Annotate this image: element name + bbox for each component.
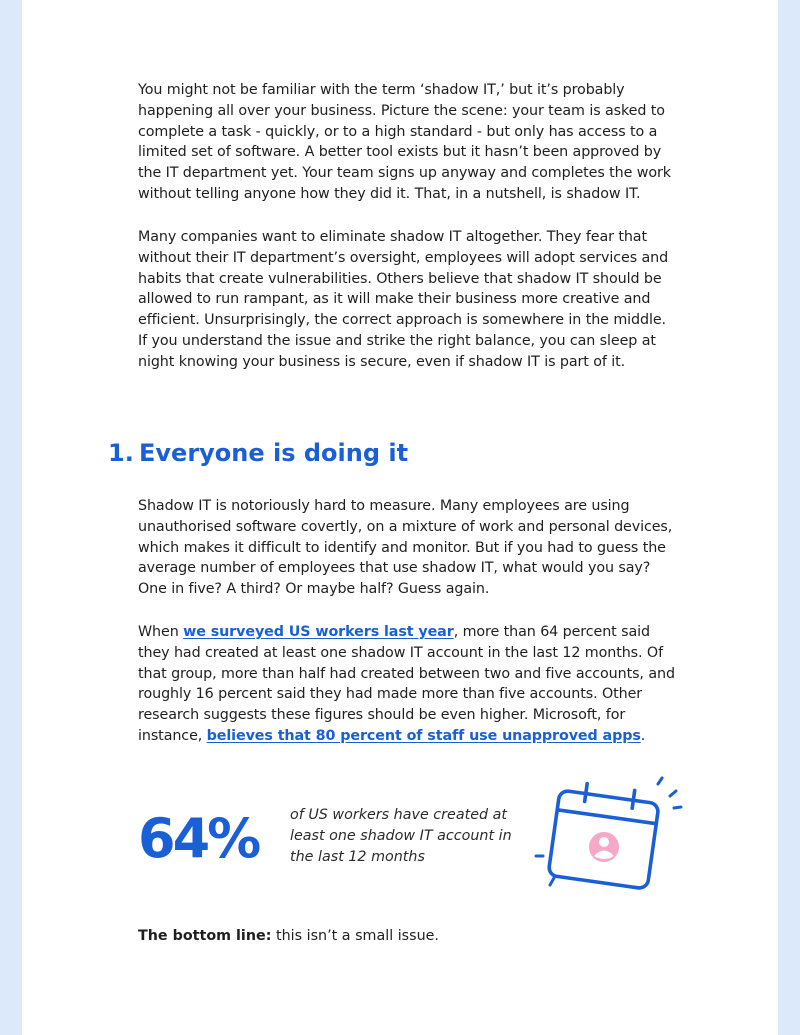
text-segment: , more than 64 percent said they had created at least one shadow IT account in the last 12 months. Of that group, more than half had created between two and five accounts, and roughly 16 percent said they had made more than five accounts. Other research suggests these figures should be even higher. Microsoft, for instance, <box>138 624 675 744</box>
survey-link[interactable]: we surveyed US workers last year <box>183 624 454 640</box>
section-number: 1. <box>108 439 134 467</box>
section-heading <box>108 436 408 470</box>
bottom-line-text: this isn’t a small issue. <box>271 928 439 944</box>
stat-caption: of US workers have created at least one shadow IT account in the last 12 months <box>290 807 512 865</box>
bottom-line-label: The bottom line: <box>138 928 272 944</box>
bottom-line <box>138 926 439 947</box>
section-paragraph-1: Shadow IT is notoriously hard to measure. Many employees are using unauthorised software covertly, on a mixture of work and personal devices, which makes it difficult to identify and monitor. But if you had to guess the average number of employees that use shadow IT, what would you say? One in five? A third? Or maybe half? Guess again. <box>138 498 673 598</box>
text-segment: When <box>138 624 184 640</box>
section-title: Everyone is doing it <box>139 439 409 467</box>
calendar-user-icon <box>510 776 690 896</box>
microsoft-research-link[interactable]: believes that 80 percent of staff use unapproved apps <box>206 727 641 744</box>
section-paragraph-2 <box>138 622 678 747</box>
stat-value: 64% <box>138 807 259 870</box>
text-segment: . <box>640 727 646 744</box>
intro-paragraph-1: You might not be familiar with the term ‘shadow IT,’ but it’s probably happening all over your business. Picture the scene: your team is asked to complete a task - quickly, or to a high standard - but only has access to a limited set of software. A better tool exists but it hasn’t been approved by the IT department yet. Your team signs up anyway and completes the work without telling anyone how they did it. That, in a nutshell, is shadow IT. <box>138 82 671 202</box>
avatar-icon <box>589 832 619 862</box>
intro-paragraph-2: Many companies want to eliminate shadow IT altogether. They fear that without their IT department’s oversight, employees will adopt services and habits that create vulnerabilities. Others believe that shadow IT should be allowed to run rampant, as it will make their business more creative and efficient. Unsurprisingly, the correct approach is somewhere in the middle. If you understand the issue and strike the right balance, you can sleep at night knowing your business is secure, even if shadow IT is part of it. <box>138 229 669 370</box>
document-page <box>22 0 778 1035</box>
